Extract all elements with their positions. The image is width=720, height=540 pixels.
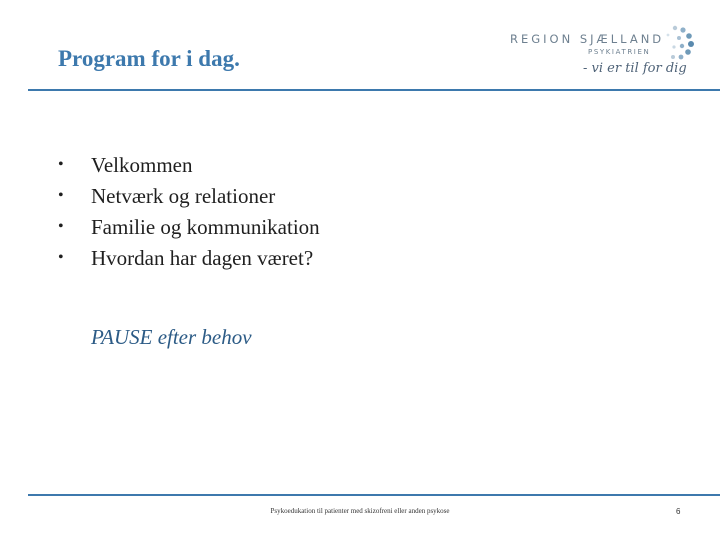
header-divider xyxy=(28,89,720,91)
footer-text: Psykoedukation til patienter med skizofreni eller anden psykose xyxy=(270,507,450,515)
bullet-marker: • xyxy=(58,249,64,266)
bullet-marker: • xyxy=(58,187,64,204)
agenda-item xyxy=(58,150,320,181)
bullet-marker: • xyxy=(58,218,64,235)
logo-tagline: - vi er til for dig xyxy=(583,61,687,76)
logo-department-text: PSYKIATRIEN xyxy=(588,48,651,56)
page-number: 6 xyxy=(676,507,681,516)
bullet-marker: • xyxy=(58,156,64,173)
agenda-item-label: Hvordan har dagen været? xyxy=(91,246,314,270)
agenda-list xyxy=(58,150,320,274)
region-sjaelland-logo xyxy=(505,25,700,87)
agenda-item-label: Familie og kommunikation xyxy=(91,215,320,239)
agenda-item-label: Netværk og relationer xyxy=(91,184,276,208)
pause-note: PAUSE efter behov xyxy=(91,325,252,349)
agenda-item xyxy=(58,212,320,243)
logo-region-text: REGION SJÆLLAND xyxy=(510,32,665,46)
logo-dots-icon xyxy=(661,25,697,61)
slide-title: Program for i dag. xyxy=(58,46,240,71)
footer-divider xyxy=(28,494,720,496)
agenda-item xyxy=(58,181,320,212)
agenda-item-label: Velkommen xyxy=(91,153,193,177)
agenda-item xyxy=(58,243,320,274)
